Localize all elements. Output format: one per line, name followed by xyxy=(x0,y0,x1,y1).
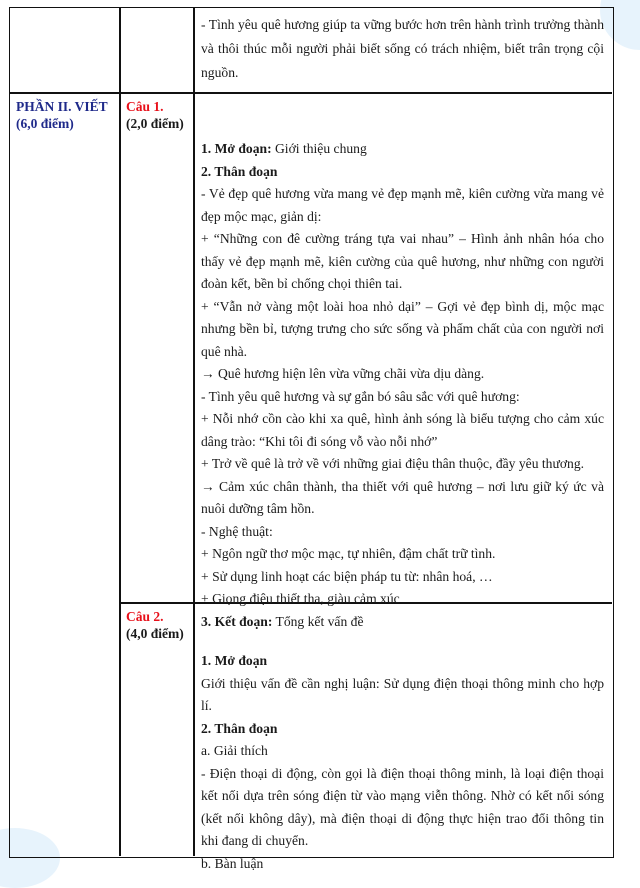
intro-heading: 1. Mở đoạn xyxy=(201,653,268,668)
column-divider xyxy=(119,8,121,856)
section-cell xyxy=(10,98,119,132)
section-points: (6,0 điểm) xyxy=(16,116,74,131)
outro-line xyxy=(201,611,604,634)
answer-line: b. Bàn luận xyxy=(201,855,264,871)
answer-line: + Giọng điệu thiết tha, giàu cảm xúc xyxy=(201,591,400,606)
answer-line: - Điện thoại di động, còn gọi là điện thoại thông minh, là loại điện thoại kết nối dựa trên sóng điện từ vào mạng viễn thông. Nhờ có kết nối sóng (kết nối không dây), mà điện thoại di động thực hiện trao đổi thông tin khi đang di chuyển. xyxy=(201,765,604,848)
question-1-points: (2,0 điểm) xyxy=(126,116,184,131)
answer-line: + Sử dụng linh hoạt các biện pháp tu từ: nhân hoá, … xyxy=(201,568,493,584)
intro-text: Giới thiệu chung xyxy=(271,141,367,156)
answer-line: → Cảm xúc chân thành, tha thiết với quê hương – nơi lưu giữ ký ức và nuôi dưỡng tâm hồn. xyxy=(201,478,604,516)
question-2-answer xyxy=(194,650,612,875)
question-2-label: Câu 2. xyxy=(126,609,164,624)
outro-text: Tổng kết vấn đề xyxy=(272,613,364,629)
answer-line: + Ngôn ngữ thơ mộc mạc, tự nhiên, đậm chất trữ tình. xyxy=(201,546,496,561)
answer-line: → Quê hương hiện lên vừa vững chãi vừa dịu dàng. xyxy=(201,366,485,381)
answer-line: - Tình yêu quê hương và sự gắn bó sâu sắc với quê hương: xyxy=(201,388,520,404)
intro-text: Giới thiệu vấn đề cần nghị luận: Sử dụng điện thoại thông minh cho hợp lí. xyxy=(201,675,604,713)
answer-line: - Vẻ đẹp quê hương vừa mang vẻ đẹp mạnh mẽ, kiên cường vừa mang vẻ đẹp mộc mạc, giản dị: xyxy=(201,186,604,224)
answer-line: + “Những con đê cường tráng tựa vai nhau” – Hình ảnh nhân hóa cho thấy vẻ đẹp mạnh mẽ, kiên cường của quê hương, như những con người đoàn kết, bền bỉ chống chọi thiên tai. xyxy=(201,231,604,291)
question-1-label: Câu 1. xyxy=(126,99,164,114)
question-1-answer xyxy=(194,138,612,633)
question-2-cell xyxy=(121,608,193,642)
answer-line: + Trở về quê là trở về với những giai điệu thân thuộc, đầy yêu thương. xyxy=(201,456,585,471)
section-title: PHẦN II. VIẾT xyxy=(16,99,108,114)
answer-line: + “Vẫn nở vàng một loài hoa nhỏ dại” – Gợi vẻ đẹp bình dị, mộc mạc nhưng bền bỉ, tượng trưng cho sức sống và phẩm chất của con người nơi quê nhà. xyxy=(201,298,604,359)
row-divider xyxy=(10,92,612,94)
question-2-points: (4,0 điểm) xyxy=(126,626,184,641)
outro-heading: 3. Kết đoạn: xyxy=(201,613,273,629)
answer-line: + Nỗi nhớ cồn cào khi xa quê, hình ảnh sóng là biểu tượng cho cảm xúc dâng trào: “Khi tôi đi sóng vỗ vào nỗi nhớ” xyxy=(201,411,604,449)
question-1-cell xyxy=(121,98,193,132)
answer-line: - Tình yêu quê hương giúp ta vững bước hơn trên hành trình trưởng thành và thôi thúc mỗi người phải biết sống có trách nhiệm, biết trân trọng cội nguồn. xyxy=(201,17,604,80)
body-heading: 2. Thân đoạn xyxy=(201,163,278,179)
answer-table xyxy=(9,7,614,871)
answer-line: a. Giải thích xyxy=(201,743,268,758)
intro-line xyxy=(201,138,604,161)
answer-cell-continuation xyxy=(194,13,612,85)
answer-line: - Nghệ thuật: xyxy=(201,523,273,539)
body-heading: 2. Thân đoạn xyxy=(201,720,278,736)
intro-heading: 1. Mở đoạn: xyxy=(201,141,272,156)
